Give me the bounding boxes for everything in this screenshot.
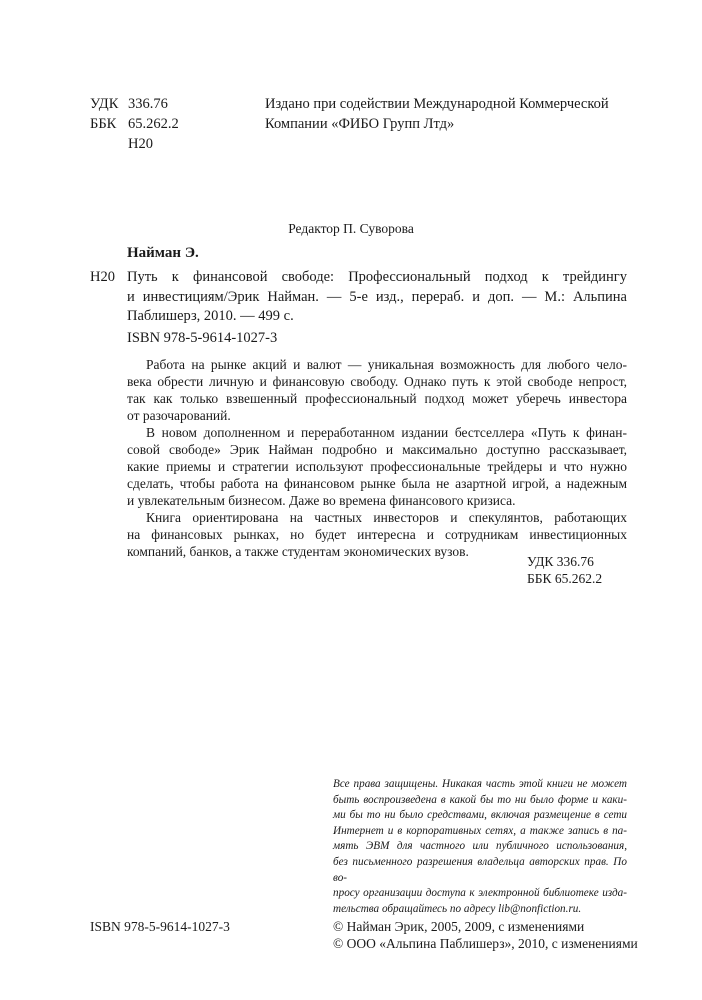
annotation-paragraph: [127, 424, 627, 509]
bbk-footer: ББК 65.262.2: [527, 571, 603, 586]
bib-line: Путь к финансовой свободе: Профессиональный подход к трейдингу: [127, 269, 627, 285]
rights-line: просу организации доступа к электронной библиотеке изда-: [333, 887, 627, 900]
rights-line: быть воспроизведена в какой бы то ни было форме и каки-: [333, 793, 627, 806]
udc-label: УДК: [90, 96, 119, 112]
classification-codes-footer: [527, 553, 627, 587]
rights-line: мять ЭВМ для частного или публичного использования,: [333, 840, 627, 853]
annotation-line: В новом дополненном и переработанном издании бестселлера «Путь к финан-: [146, 425, 627, 440]
rights-line: тельства обращайтесь по адресу lib@nonfiction.ru.: [333, 902, 582, 915]
classification-codes: [90, 95, 260, 155]
author-mark: [90, 135, 260, 155]
bibliographic-entry: [127, 268, 627, 327]
copyright-line: © Найман Эрик, 2005, 2009, с изменениями: [333, 919, 585, 934]
copyright-block: [333, 918, 638, 952]
sponsor-line: Компании «ФИБО Групп Лтд»: [265, 115, 455, 132]
rights-line: ми бы то ни было средствами, включая размещение в сети: [333, 809, 627, 822]
isbn: ISBN 978-5-9614-1027-3: [127, 330, 278, 346]
annotation-paragraph: [127, 356, 627, 424]
rights-notice: [333, 777, 627, 917]
udc-code: [90, 95, 260, 115]
bib-line: и инвестициям/Эрик Найман. — 5-е изд., перераб. и доп. — М.: Альпина: [127, 288, 627, 305]
bbk-code: [90, 115, 260, 135]
annotation-line: так как только взвешенный профессиональный подход может уберечь инвестора: [127, 391, 627, 406]
author-heading: Найман Э.: [127, 245, 199, 261]
annotation-line: компаний, банков, а также студентам экономических вузов.: [127, 544, 469, 559]
annotation-line: какие приемы и стратегии используют профессиональные трейдеры и что нужно: [127, 459, 627, 474]
copyright-line: © ООО «Альпина Паблишерз», 2010, с изменениями: [333, 936, 638, 951]
bbk-label: ББК: [90, 116, 117, 132]
udc-value: 336.76: [128, 96, 168, 112]
annotation-line: совой свободе» Эрик Найман подробно и максимально доступно рассказывает,: [127, 442, 627, 457]
isbn-footer: ISBN 978-5-9614-1027-3: [90, 919, 230, 934]
rights-line: без письменного разрешения владельца авторских прав. По во-: [333, 855, 627, 884]
bib-line: Паблишерз, 2010. — 499 с.: [127, 308, 294, 324]
annotation-line: Книга ориентирована на частных инвесторов и спекулянтов, работающих: [146, 510, 627, 525]
sponsor-line: Издано при содействии Международной Коммерческой: [265, 96, 609, 112]
author-mark-value: Н20: [128, 136, 153, 152]
bib-author-mark: Н20: [90, 269, 115, 285]
sponsor-note: [265, 95, 627, 134]
annotation-line: века обрести личную и финансовую свободу. Однако путь к этой свободе непрост,: [127, 374, 627, 389]
udc-footer: УДК 336.76: [527, 554, 594, 569]
annotation-line: сделать, чтобы работа на финансовом рынке была не азартной игрой, а надежным: [127, 476, 627, 491]
annotation-line: Работа на рынке акций и валют — уникальная возможность для любого чело-: [146, 357, 627, 372]
editor-credit: Редактор П. Суворова: [288, 221, 414, 236]
annotation-line: и увлекательным бизнесом. Даже во времена финансового кризиса.: [127, 493, 516, 508]
annotation-line: на финансовых рынках, но будет интересна и сотрудникам инвестиционных: [127, 527, 627, 542]
bbk-value: 65.262.2: [128, 116, 179, 132]
annotation: [127, 356, 627, 560]
rights-line: Интернет и в корпоративных сетях, а также запись в па-: [333, 824, 627, 837]
annotation-line: от разочарований.: [127, 408, 231, 423]
rights-line: Все права защищены. Никакая часть этой книги не может: [333, 778, 627, 790]
